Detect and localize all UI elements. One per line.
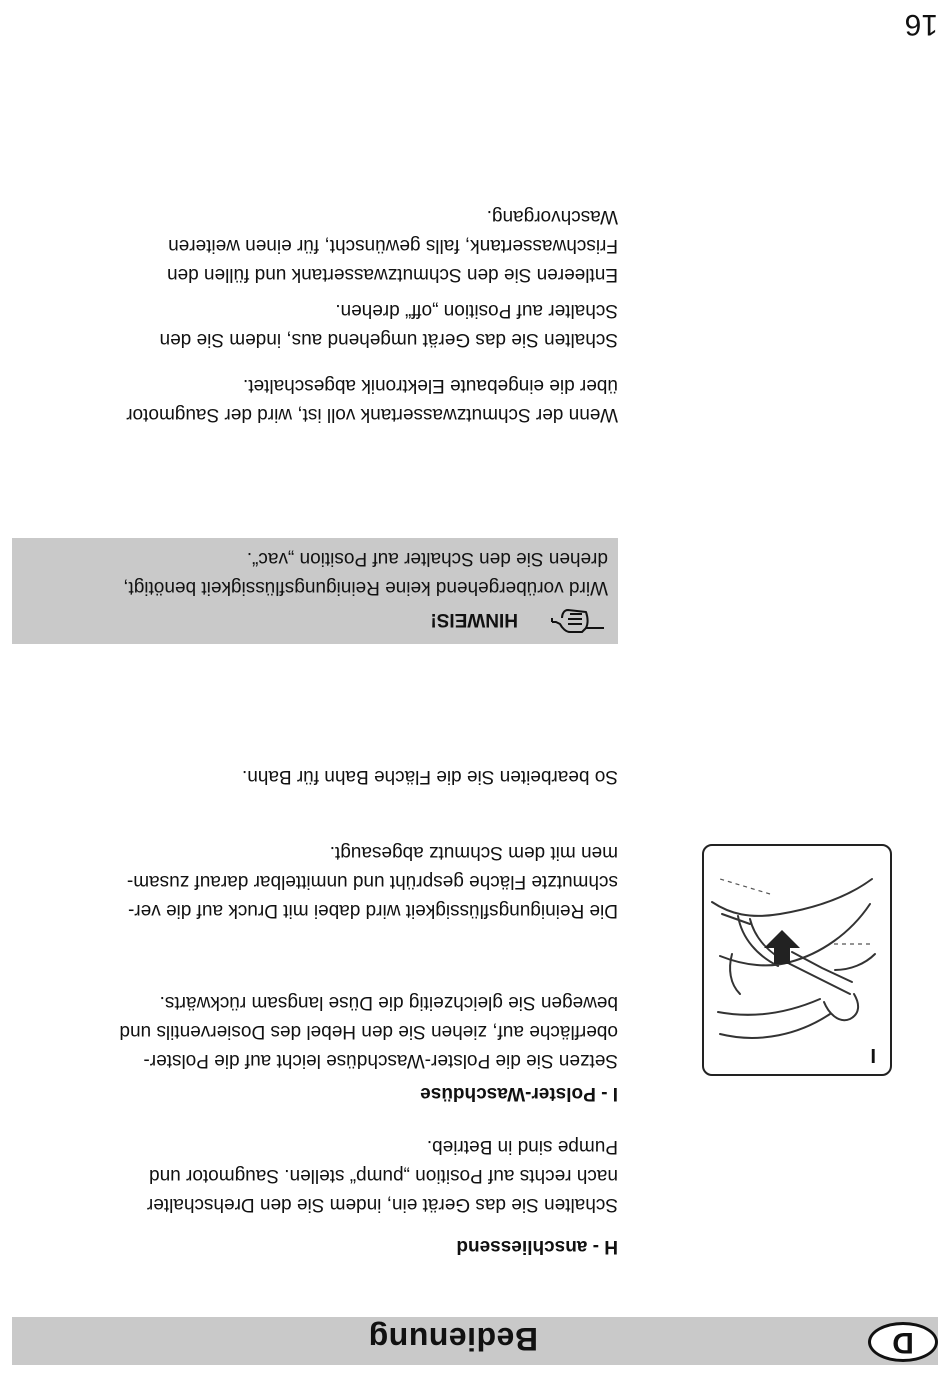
page-title: Bedienung xyxy=(368,1321,538,1357)
page-number: 16 xyxy=(904,8,938,41)
tank-full-text-3: Entleeren Sie den Schmutzwassertank und füllen den Frischwassertank, falls gewünscht, für einen weiteren Waschvorgang. xyxy=(167,206,618,285)
note-box xyxy=(12,538,618,644)
section-i-text-3: So bearbeiten Sie die Fläche Bahn für Bahn. xyxy=(241,766,618,787)
language-badge: D xyxy=(868,1322,938,1362)
note-heading: HINWEIS! xyxy=(430,609,518,630)
section-i-heading: I - Polster-Waschdüse xyxy=(420,1083,618,1104)
section-i-text-2: Die Reinigungsflüssigkeit wird dabei mit Druck auf die ver- schmutzte Fläche gesprüht und unmittelbar darauf zusam- men mit dem Schmutz abgesaugt. xyxy=(126,842,618,921)
tank-full-text-2: Schalten Sie das Gerät umgehend aus, indem Sie den Schalter auf Position „off“ drehen. xyxy=(159,300,618,350)
note-text: Wird vorübergehend keine Reinigungsflüssigkeit benötigt, drehen Sie den Schalter auf Position „vac“. xyxy=(123,548,608,598)
section-h-heading: H - anschliessend xyxy=(456,1236,618,1257)
section-i-text-1: Setzen Sie die Polster-Waschdüse leicht auf die Polster- oberfläche auf, ziehen Sie den Hebel des Dosierventils und bewegen Sie gleichzeitig die Düse langsam rückwärts. xyxy=(119,992,618,1071)
figure-i xyxy=(702,844,892,1076)
upholstery-nozzle-illustration xyxy=(700,842,890,1074)
tank-full-text-1: Wenn der Schmutzwassertank voll ist, wird der Saugmotor über die eingebaute Elektronik abgeschaltet. xyxy=(126,375,618,425)
figure-label: I xyxy=(870,1044,876,1066)
section-h-text: Schalten Sie das Gerät ein, indem Sie den Drehschalter nach rechts auf Position „pump“ stellen. Saugmotor und Pumpe sind in Betrieb. xyxy=(146,1136,618,1215)
pointing-hand-icon xyxy=(550,606,608,636)
